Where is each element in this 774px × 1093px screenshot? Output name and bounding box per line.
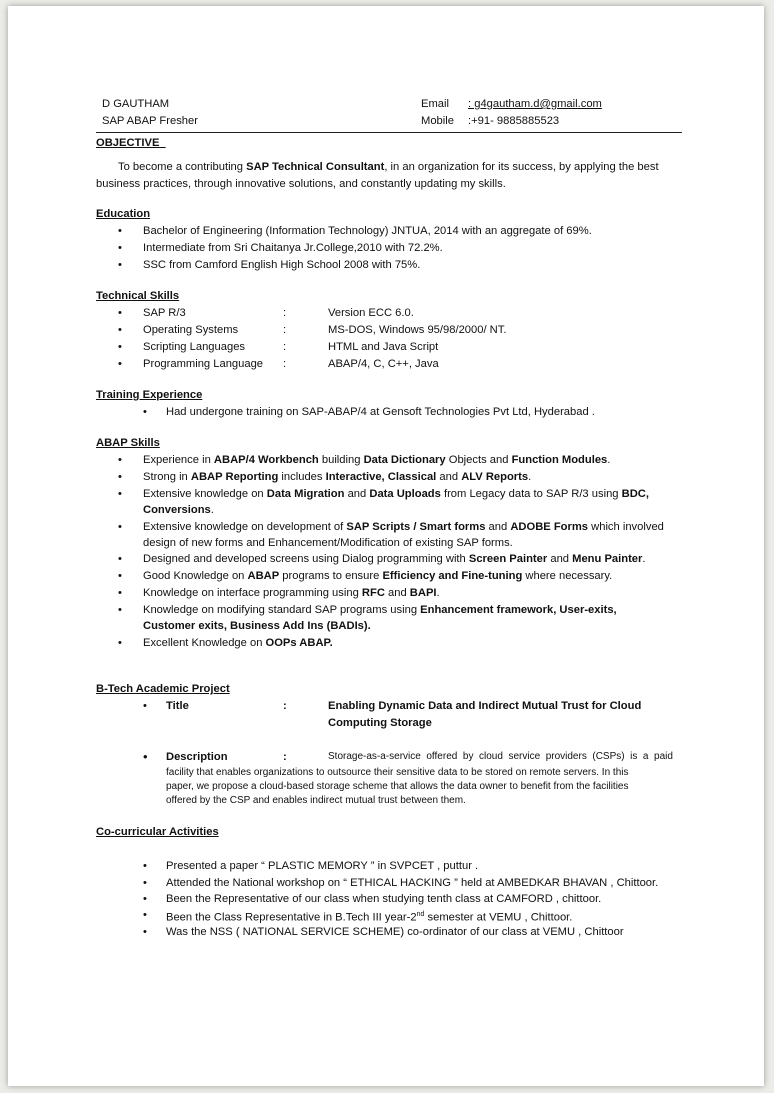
training-heading: Training Experience (96, 389, 203, 401)
skill-separator: : (283, 307, 287, 319)
abap-skill-item: Strong in ABAP Reporting includes Interactive, Classical and ALV Reports. (143, 471, 532, 483)
skill-value: ABAP/4, C, C++, Java (328, 358, 439, 370)
bullet-icon: • (118, 242, 122, 254)
skill-value: MS-DOS, Windows 95/98/2000/ NT. (328, 324, 507, 336)
abap-skill-item: Knowledge on interface programming using RFC and BAPI. (143, 587, 440, 599)
skill-separator: : (283, 341, 287, 353)
abap-skills-heading: ABAP Skills (96, 437, 160, 449)
education-heading: Education (96, 208, 151, 220)
abap-skill-item: Knowledge on modifying standard SAP programs using Enhancement framework, User-exits, (143, 604, 617, 616)
project-title-separator: : (283, 700, 287, 712)
bullet-icon: • (118, 471, 122, 483)
project-title-line-1: Enabling Dynamic Data and Indirect Mutual Trust for Cloud (328, 700, 642, 712)
candidate-name: D GAUTHAM (102, 98, 170, 110)
bullet-icon: • (143, 749, 148, 764)
email-label: Email (421, 98, 449, 110)
project-heading: B-Tech Academic Project (96, 683, 230, 695)
objective-line-1: To become a contributing SAP Technical Consultant, in an organization for its success, by applying the best (118, 161, 659, 173)
abap-skill-item: Excellent Knowledge on OOPs ABAP. (143, 637, 333, 649)
technical-skills-heading: Technical Skills (96, 290, 180, 302)
bullet-icon: • (118, 553, 122, 565)
bullet-icon: • (118, 307, 122, 319)
skill-label: Scripting Languages (143, 341, 246, 353)
education-item: Intermediate from Sri Chaitanya Jr.College,2010 with 72.2%. (143, 242, 443, 254)
abap-skill-item-continued: Customer exits, Business Add Ins (BADIs). (143, 620, 371, 632)
bullet-icon: • (143, 877, 147, 889)
bullet-icon: • (118, 358, 122, 370)
abap-skill-item-continued: design of new forms and Enhancement/Modification of existing SAP forms. (143, 537, 513, 549)
bullet-icon: • (118, 324, 122, 336)
cocurricular-heading: Co-curricular Activities (96, 826, 219, 838)
abap-skill-item: Experience in ABAP/4 Workbench building Data Dictionary Objects and Function Modules. (143, 454, 611, 466)
project-description-separator: : (283, 751, 287, 763)
activity-item: Attended the National workshop on “ ETHICAL HACKING ” held at AMBEDKAR BHAVAN , Chittoor. (166, 877, 659, 889)
bullet-icon: • (143, 893, 147, 905)
resume-page (8, 6, 764, 1086)
bullet-icon: • (118, 341, 122, 353)
project-description-line-2: facility that enables organizations to outsource their sensitive data to be stored on remote servers. In this (166, 767, 629, 778)
bullet-icon: • (118, 587, 122, 599)
abap-skill-item: Extensive knowledge on Data Migration and Data Uploads from Legacy data to SAP R/3 using BDC, (143, 488, 649, 500)
activity-item: Been the Class Representative in B.Tech III year-2nd semester at VEMU , Chittoor. (166, 911, 573, 924)
skill-label: SAP R/3 (143, 307, 186, 319)
activity-item: Was the NSS ( NATIONAL SERVICE SCHEME) co-ordinator of our class at VEMU , Chittoor (166, 926, 624, 938)
project-title-label: Title (166, 700, 189, 712)
bullet-icon: • (118, 604, 122, 616)
objective-heading: OBJECTIVE (96, 137, 160, 149)
skill-value: Version ECC 6.0. (328, 307, 414, 319)
bullet-icon: • (118, 454, 122, 466)
bullet-icon: • (118, 225, 122, 237)
bullet-icon: • (118, 570, 122, 582)
header-divider (96, 132, 682, 133)
bullet-icon: • (118, 637, 122, 649)
skill-label: Operating Systems (143, 324, 239, 336)
bullet-icon: • (143, 860, 147, 872)
abap-skill-item: Good Knowledge on ABAP programs to ensure Efficiency and Fine-tuning where necessary. (143, 570, 613, 582)
activity-item: Been the Representative of our class when studying tenth class at CAMFORD , chittoor. (166, 893, 602, 905)
bullet-icon: • (118, 521, 122, 533)
skill-value: HTML and Java Script (328, 341, 439, 353)
email-value[interactable]: : g4gautham.d@gmail.com (468, 98, 602, 110)
abap-skill-item: Designed and developed screens using Dialog programming with Screen Painter and Menu Painter. (143, 553, 646, 565)
project-description-line-1: Storage-as-a-service offered by cloud service providers (CSPs) is a paid (328, 751, 673, 762)
bullet-icon: • (118, 488, 122, 500)
objective-line-2: business practices, through innovative solutions, and constantly updating my skills. (96, 178, 506, 190)
project-description-label: Description (166, 751, 228, 763)
bullet-icon: • (143, 700, 147, 712)
education-item: SSC from Camford English High School 2008 with 75%. (143, 259, 421, 271)
skill-label: Programming Language (143, 358, 264, 370)
training-item: Had undergone training on SAP-ABAP/4 at Gensoft Technologies Pvt Ltd, Hyderabad . (166, 406, 595, 418)
abap-skill-item: Extensive knowledge on development of SAP Scripts / Smart forms and ADOBE Forms which involved (143, 521, 664, 533)
project-description-line-3: paper, we propose a cloud-based storage scheme that allows the data owner to benefit from the facilities (166, 781, 629, 792)
bullet-icon: • (143, 406, 147, 418)
mobile-value: :+91- 9885885523 (468, 115, 560, 127)
bullet-icon: • (143, 909, 147, 921)
bullet-icon: • (143, 926, 147, 938)
activity-item: Presented a paper “ PLASTIC MEMORY ” in SVPCET , puttur . (166, 860, 479, 872)
abap-skill-item-continued: Conversions. (143, 504, 214, 516)
project-title-line-2: Computing Storage (328, 717, 432, 729)
education-item: Bachelor of Engineering (Information Technology) JNTUA, 2014 with an aggregate of 69%. (143, 225, 592, 237)
skill-separator: : (283, 358, 287, 370)
mobile-label: Mobile (421, 115, 454, 127)
project-description-line-4: offered by the CSP and enables indirect mutual trust between them. (166, 795, 466, 806)
candidate-role: SAP ABAP Fresher (102, 115, 198, 127)
bullet-icon: • (118, 259, 122, 271)
skill-separator: : (283, 324, 287, 336)
